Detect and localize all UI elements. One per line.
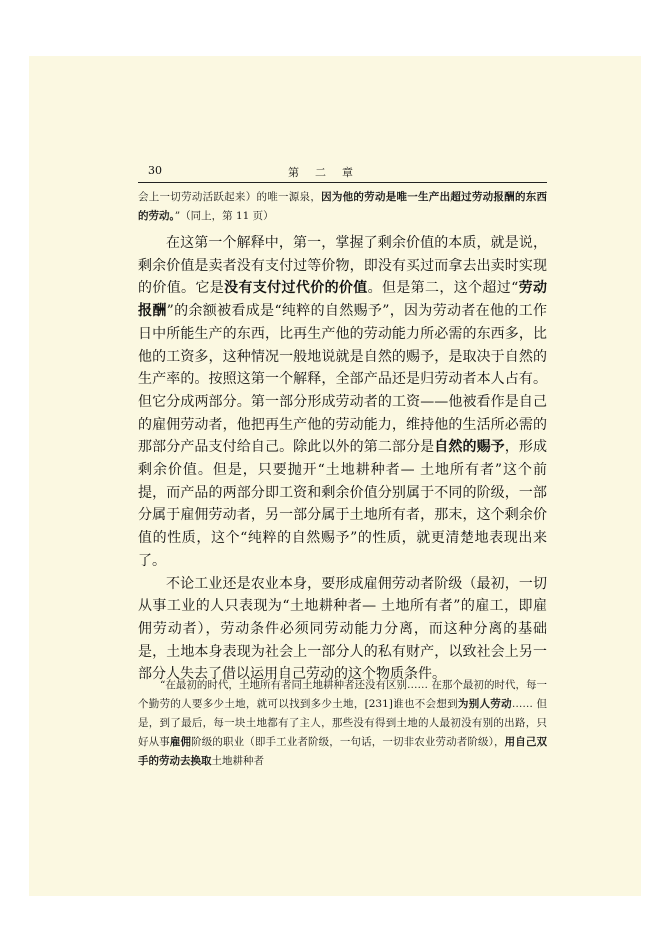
quote-bottom-text-1: “在最初的时代，土地所有者同土地耕种者还没有区别…… 在那个最初的时代，每一个勤劳的人要多少土地，就可以找到多少土地，[231]谁也不会想到 xyxy=(138,679,547,710)
chapter-title: 第二章 xyxy=(288,166,369,179)
p1-text-1: 在这第一个解释中，第一，掌握了剩余价值的本质，就是说，剩余价值是卖者没有支付过等价物，即没有买过而拿去出卖时实现的价值。它是 xyxy=(138,235,547,297)
p1-text-2: 。但是第二，这个超过“ xyxy=(367,280,519,297)
main-text xyxy=(138,232,547,686)
running-header xyxy=(138,164,547,182)
quote-top-text-2: ”（同上，第 11 页） xyxy=(174,210,274,222)
paragraph-2: 不论工业还是农业本身，要形成雇佣劳动者阶级（最初，一切从事工业的人只表现为“土地耕种者— 土地所有者”的雇工，即雇佣劳动者），劳动条件必须同劳动能力分离，而这种分离的基础是，土地本身表现为社会上一部分人的私有财产，以致社会上另一部分人失去了借以运用自己劳动的这个物质条件。 xyxy=(138,575,547,683)
p1-bold-1: 没有支付过代价的价值 xyxy=(224,280,368,297)
page-number: 30 xyxy=(148,164,162,177)
quote-bottom-text-2: …… 但是，到了最后，每一块土地都有了主人，那些没有得到土地的人最初没有别的出路，只好从事 xyxy=(138,698,548,748)
quote-bottom xyxy=(138,676,547,771)
header-rule xyxy=(138,182,547,183)
p1-text-4: ，形成剩余价值。但是，只要抛开“土地耕种者— 土地所有者”这个前提，而产品的两部分即工资和剩余价值分别属于不同的阶级，一部分属于雇佣劳动者，另一部分属于土地所有者，那末，这个剩余价值的性质，这个“纯粹的自然赐予”的性质，就更清楚地表现出来了。 xyxy=(138,439,548,569)
quote-top-bold-1: 因为他的劳动是唯一生产出超过劳动报酬的东西的劳动。 xyxy=(138,191,547,222)
quote-top xyxy=(138,188,547,226)
quote-top-text-1: 会上一切劳动活跃起来）的唯一源泉， xyxy=(138,191,322,203)
p1-text-3: ”的余额被看成是“纯粹的自然赐予”，因为劳动者在他的工作日中所能生产的东西，比再生产他的劳动能力所必需的东西多，比他的工资多，这种情况一般地说就是自然的赐予，是取决于自然的生产率的。按照这第一个解释，全部产品还是归劳动者本人占有。但它分成两部分。第一部分形成劳动者的工资——他被看作是自己的雇佣劳动者，他把再生产他的劳动能力，维持他的生活所必需的那部分产品支付给自己。除此以外的第二部分是 xyxy=(138,303,547,456)
paragraph-1 xyxy=(138,232,547,573)
p1-bold-3: 自然的赐予 xyxy=(434,439,505,456)
quote-bottom-text-3: 阶级的职业（即手工业者阶级，一句话，一切非农业劳动者阶级）， xyxy=(191,736,505,748)
quote-bottom-text-4: 土地耕种者 xyxy=(211,755,264,767)
p1-bold-2: 劳动报酬 xyxy=(138,280,547,320)
quote-bottom-bold-2: 雇佣 xyxy=(169,736,192,748)
quote-bottom-bold-1: 为别人劳动 xyxy=(457,698,512,710)
quote-bottom-bold-3: 用自己双手的劳动去换取 xyxy=(138,736,547,767)
